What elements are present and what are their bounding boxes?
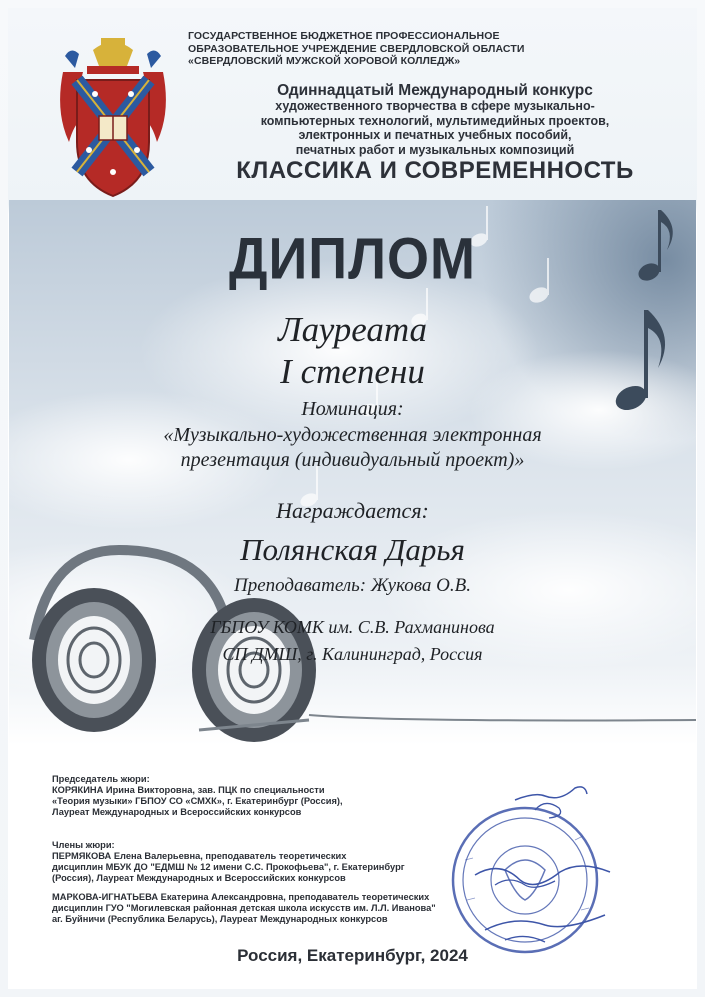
footer-location-year: Россия, Екатеринбург, 2024	[237, 946, 468, 965]
jury-text: Лауреат Международных и Всероссийских конкурсов	[52, 807, 302, 817]
contest-line: печатных работ и музыкальных композиций	[295, 142, 575, 157]
jury-members	[52, 840, 482, 884]
jury-text: КОРЯКИНА Ирина Викторовна, зав. ПЦК по специальности	[52, 785, 325, 795]
jury-chair	[52, 774, 482, 818]
org-line: «СВЕРДЛОВСКИЙ МУЖСКОЙ ХОРОВОЙ КОЛЛЕДЖ»	[188, 55, 461, 67]
jury-text: ПЕРМЯКОВА Елена Валерьевна, преподаватель теоретических	[52, 851, 347, 861]
org-line: ОБРАЗОВАТЕЛЬНОЕ УЧРЕЖДЕНИЕ СВЕРДЛОВСКОЙ ОБЛАСТИ	[188, 42, 525, 55]
official-stamp-icon	[445, 770, 635, 970]
jury-text: (Россия), Лауреат Международных и Всероссийских конкурсов	[52, 873, 346, 883]
contest-line: художественного творчества в сфере музыкально-	[275, 99, 595, 113]
recipient-name: Полянская Дарья	[240, 532, 465, 567]
organization-header	[188, 30, 688, 68]
jury-text: дисциплин МБУК ДО "ЕДМШ № 12 имени С.С. Прокофьева", г. Екатеринбург	[52, 862, 405, 872]
nomination-text: презентация (индивидуальный проект)»	[180, 449, 525, 471]
institution-line: СП ДМШ, г. Калининград, Россия	[222, 644, 483, 664]
nomination-text: «Музыкально-художественная электронная	[163, 424, 542, 446]
laureate-label: Лауреата	[277, 310, 428, 349]
org-line: ГОСУДАРСТВЕННОЕ БЮДЖЕТНОЕ ПРОФЕССИОНАЛЬНОЕ	[188, 30, 500, 42]
awarded-label: Награждается:	[276, 498, 429, 523]
coat-of-arms-icon	[55, 32, 171, 202]
contest-name: КЛАССИКА И СОВРЕМЕННОСТЬ	[236, 157, 634, 184]
jury-text: МАРКОВА-ИГНАТЬЕВА Екатерина Александровна, преподаватель теоретических	[52, 892, 430, 902]
jury-member	[52, 892, 482, 925]
contest-title	[225, 83, 645, 185]
jury-text: аг. Буйничи (Республика Беларусь), Лауреат Международных конкурсов	[52, 914, 388, 924]
teacher-name: Преподаватель: Жукова О.В.	[234, 575, 471, 596]
contest-line: электронных и печатных учебных пособий,	[298, 128, 572, 142]
jury-text: дисциплин ГУО "Могилевская районная детская школа искусств им. Л.Л. Иванова"	[52, 903, 436, 913]
contest-line: Одиннадцатый Международный конкурс	[277, 82, 593, 99]
degree-label: I степени	[280, 352, 425, 391]
diploma-title: ДИПЛОМ	[229, 226, 476, 292]
institution-line: ГБПОУ КОМК им. С.В. Рахманинова	[210, 617, 495, 637]
contest-line: компьютерных технологий, мультимедийных проектов,	[260, 113, 610, 128]
nomination-label: Номинация:	[301, 398, 404, 420]
jury-chair-heading: Председатель жюри:	[52, 774, 150, 784]
jury-text: «Теория музыки» ГБПОУ СО «СМХК», г. Екатеринбург (Россия),	[52, 796, 343, 806]
jury-members-heading: Члены жюри:	[52, 840, 115, 850]
